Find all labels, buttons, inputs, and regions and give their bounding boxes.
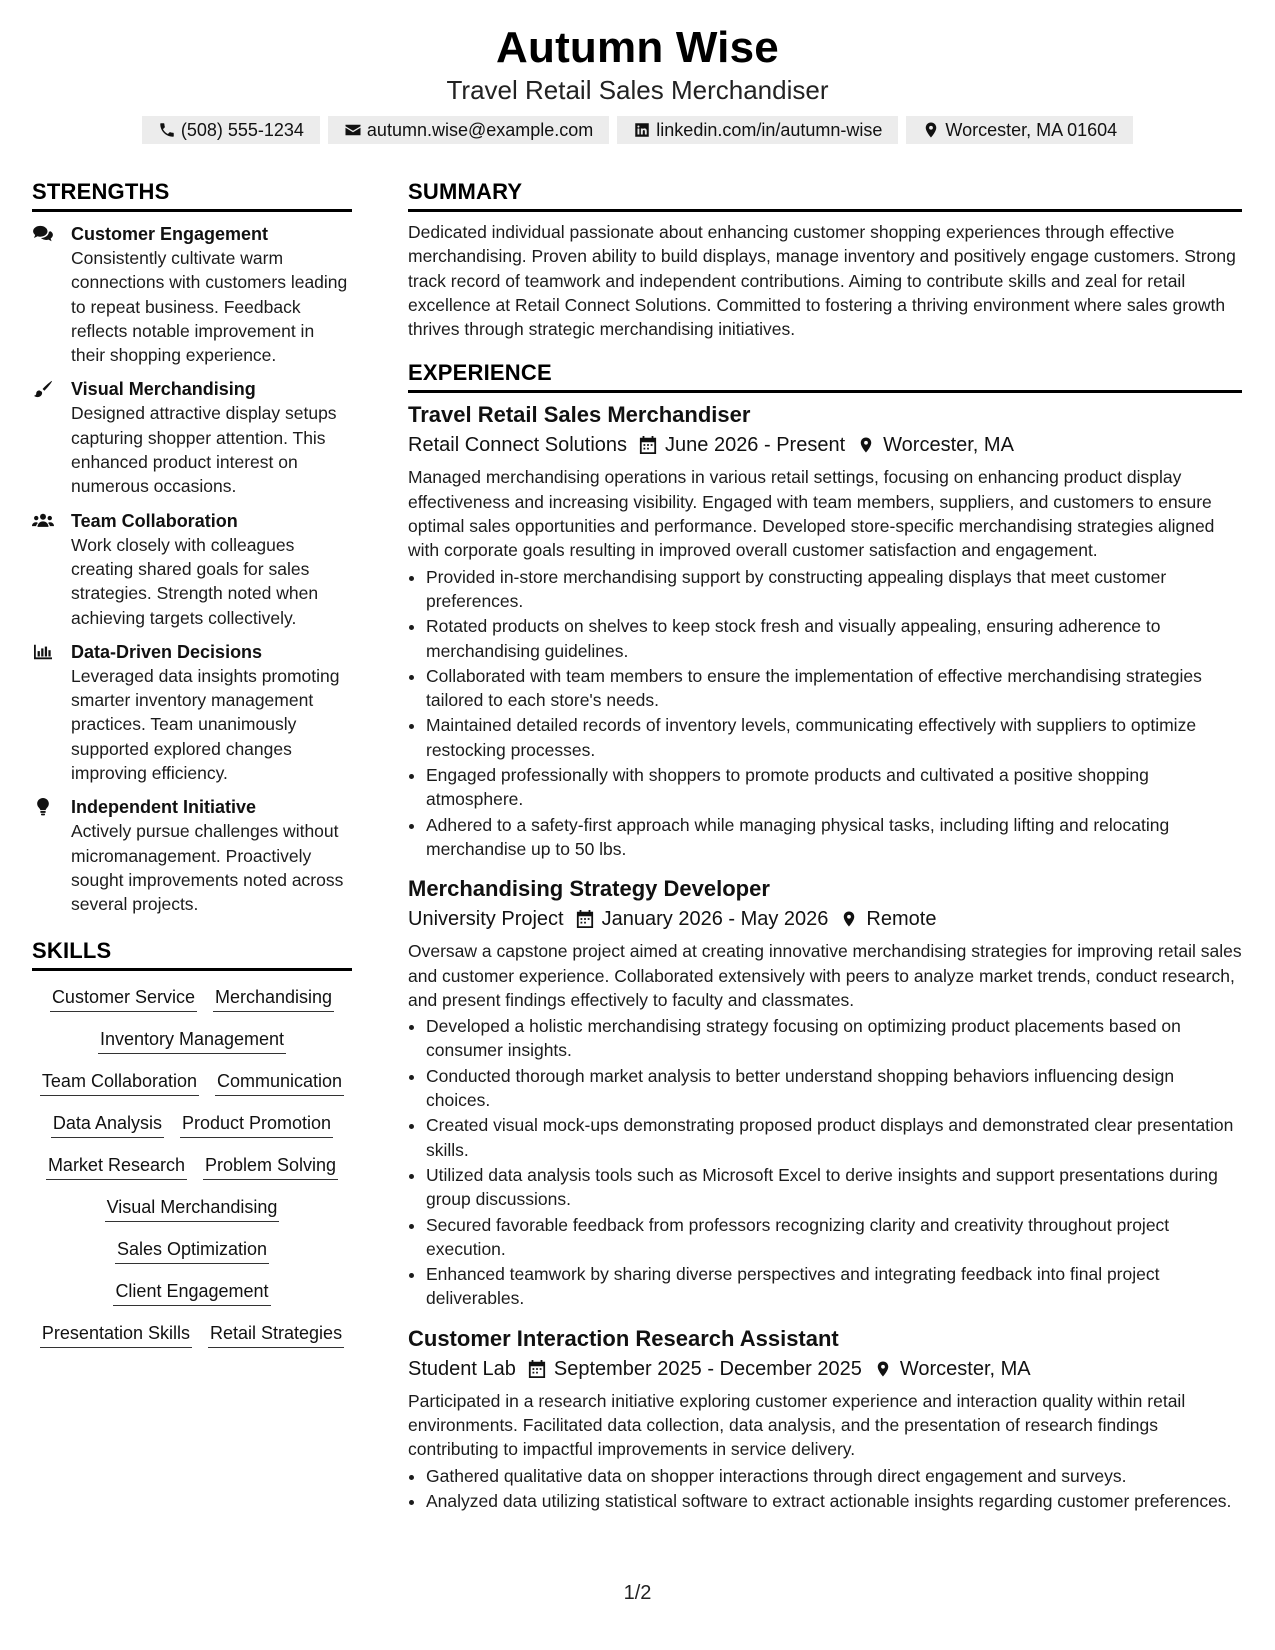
skills-list xyxy=(32,985,352,1348)
chat-bubbles-icon xyxy=(32,225,54,243)
job-bullet: • Provided in-store merchandising support by constructing appealing displays that meet customer preferences. xyxy=(426,565,1242,614)
job-company: University Project xyxy=(408,908,564,931)
strength-description: Leveraged data insights promoting smarter inventory management practices. Team unanimously supported explored changes improving efficiency. xyxy=(71,665,340,784)
experience-heading: EXPERIENCE xyxy=(408,359,1242,393)
job-bullet: • Enhanced teamwork by sharing diverse perspectives and integrating feedback into final project deliverables. xyxy=(426,1262,1242,1311)
job-title: Customer Interaction Research Assistant xyxy=(408,1325,839,1351)
job-company: Retail Connect Solutions xyxy=(408,434,628,457)
job-bullet: • Analyzed data utilizing statistical software to extract actionable insights regarding customer preferences. xyxy=(426,1489,1242,1513)
job-dates: September 2025 - December 2025 xyxy=(553,1357,862,1380)
job-title: Merchandising Strategy Developer xyxy=(408,876,770,902)
map-pin-icon xyxy=(840,909,858,929)
contact-bar xyxy=(0,116,1275,144)
job-bullets xyxy=(408,1464,1242,1514)
job-bullet: • Secured favorable feedback from professors recognizing clarity and creativity throughout project execution. xyxy=(426,1213,1242,1262)
strength-title: Visual Merchandising xyxy=(71,379,256,400)
job-company: Student Lab xyxy=(408,1357,516,1380)
job-description: Participated in a research initiative exploring customer experience and interaction quality within retail environments. Facilitated data collection, data analysis, and the presentation of research findings contributing to impactful improvements in service delivery. xyxy=(408,1390,1186,1460)
strength-description: Work closely with colleagues creating shared goals for sales strategies. Strength noted when achieving targets collectively. xyxy=(71,534,319,628)
job-bullet: • Conducted thorough market analysis to better understand shopping behaviors influencing design choices. xyxy=(426,1064,1242,1113)
job-entry xyxy=(408,1325,1242,1513)
skill-tag: Merchandising xyxy=(213,985,334,1012)
strength-item xyxy=(32,377,352,498)
strength-description: Designed attractive display setups capturing shopper attention. This enhanced product interest on numerous occasions. xyxy=(71,403,337,497)
summary-text: Dedicated individual passionate about enhancing customer shopping experiences through effective merchandising. Proven ability to build displays, manage inventory and positively engage customers. Strong track record of teamwork and independent contributions. Aiming to contribute skills and zeal for retail excellence at Retail Connect Solutions. Committed to fostering a thriving environment where sales growth thrives through strategic merchandising initiatives. xyxy=(408,222,1236,340)
skill-tag: Market Research xyxy=(46,1153,187,1180)
skill-tag: Data Analysis xyxy=(51,1111,164,1138)
job-description: Managed merchandising operations in various retail settings, focusing on enhancing product display effectiveness and increasing visibility. Engaged with team members, suppliers, and customers to ensure optimal sales opportunities and performance. Developed store-specific merchandising strategies aligned with corporate goals resulting in improved overall customer satisfaction and engagement. xyxy=(408,467,1215,561)
contact-location-text: Worcester, MA 01604 xyxy=(945,119,1118,140)
contact-email xyxy=(328,116,609,144)
contact-linkedin-text: linkedin.com/in/autumn-wise xyxy=(656,119,883,140)
candidate-name: Autumn Wise xyxy=(496,23,779,72)
job-bullet: • Collaborated with team members to ensure the implementation of effective merchandising strategies tailored to each store's needs. xyxy=(426,664,1242,713)
job-entry xyxy=(408,875,1242,1310)
contact-linkedin xyxy=(617,116,898,144)
strengths-list xyxy=(32,222,352,917)
users-icon xyxy=(32,512,54,530)
right-column xyxy=(408,178,1242,1514)
strength-title: Customer Engagement xyxy=(71,224,269,244)
skill-tag: Team Collaboration xyxy=(40,1069,199,1096)
calendar-icon xyxy=(528,1359,546,1379)
lightbulb-icon xyxy=(32,798,54,816)
strength-description: Consistently cultivate warm connections with customers leading to repeat business. Feedback reflects notable improvement in their shopping experience. xyxy=(71,248,348,366)
bar-chart-icon xyxy=(32,643,54,661)
job-meta xyxy=(408,1355,1242,1383)
map-pin-icon xyxy=(857,435,875,455)
contact-email-text: autumn.wise@example.com xyxy=(366,119,594,140)
strength-title: Data-Driven Decisions xyxy=(71,641,263,662)
job-dates: June 2026 - Present xyxy=(665,434,846,457)
job-meta xyxy=(408,905,1242,933)
strengths-heading: STRENGTHS xyxy=(32,178,352,212)
skill-tag: Communication xyxy=(215,1069,344,1096)
calendar-icon xyxy=(639,435,657,455)
job-meta xyxy=(408,431,1242,459)
linkedin-icon xyxy=(633,121,651,139)
skill-tag: Visual Merchandising xyxy=(105,1195,280,1222)
summary-heading: SUMMARY xyxy=(408,178,1242,212)
left-column xyxy=(32,178,352,1348)
skill-tag: Product Promotion xyxy=(180,1111,333,1138)
skill-tag: Sales Optimization xyxy=(115,1237,269,1264)
strength-item xyxy=(32,640,352,785)
strength-title: Team Collaboration xyxy=(71,510,238,531)
job-bullet: • Created visual mock-ups demonstrating proposed product displays and demonstrated clear presentation skills. xyxy=(426,1113,1242,1162)
strength-title: Independent Initiative xyxy=(71,797,257,818)
job-bullet: • Engaged professionally with shoppers to promote products and cultivated a positive shopping atmosphere. xyxy=(426,763,1242,812)
job-bullet: • Utilized data analysis tools such as Microsoft Excel to derive insights and support presentations during group discussions. xyxy=(426,1163,1242,1212)
contact-phone-text: (508) 555-1234 xyxy=(180,119,304,140)
job-bullets xyxy=(408,565,1242,862)
job-bullet: • Rotated products on shelves to keep stock fresh and visually appealing, ensuring adherence to merchandising guidelines. xyxy=(426,614,1242,663)
map-pin-icon xyxy=(922,121,940,139)
contact-phone xyxy=(142,116,320,144)
contact-location xyxy=(906,116,1133,144)
job-location: Worcester, MA xyxy=(899,1357,1031,1380)
skill-tag: Customer Service xyxy=(50,985,197,1012)
candidate-headline: Travel Retail Sales Merchandiser xyxy=(446,75,829,105)
job-description: Oversaw a capstone project aimed at creating innovative merchandising strategies for improving retail sales and customer experience. Collaborated extensively with peers to analyze market trends, conduct research, and present findings effectively to faculty and classmates. xyxy=(408,941,1242,1010)
page-number: 1/2 xyxy=(623,1582,652,1604)
skill-tag: Client Engagement xyxy=(113,1279,270,1306)
job-bullet: • Adhered to a safety-first approach while managing physical tasks, including lifting and relocating merchandise up to 50 lbs. xyxy=(426,813,1242,862)
skill-tag: Retail Strategies xyxy=(208,1321,344,1348)
skill-tag: Presentation Skills xyxy=(40,1321,192,1348)
strength-item xyxy=(32,795,352,916)
skill-tag: Problem Solving xyxy=(203,1153,338,1180)
job-bullet: • Maintained detailed records of inventory levels, communicating effectively with suppliers to optimize restocking processes. xyxy=(426,713,1242,762)
job-bullet: • Developed a holistic merchandising strategy focusing on optimizing product placements based on consumer insights. xyxy=(426,1014,1242,1063)
job-title: Travel Retail Sales Merchandiser xyxy=(408,402,751,428)
envelope-icon xyxy=(344,121,362,139)
job-dates: January 2026 - May 2026 xyxy=(601,908,829,931)
skills-heading: SKILLS xyxy=(32,937,352,971)
job-location: Remote xyxy=(866,908,937,931)
paint-brush-icon xyxy=(32,380,54,398)
strength-item xyxy=(32,222,352,367)
skill-tag: Inventory Management xyxy=(98,1027,286,1054)
resume-header xyxy=(0,22,1275,144)
calendar-icon xyxy=(576,909,594,929)
phone-icon xyxy=(158,121,176,139)
strength-item xyxy=(32,509,352,630)
job-entry xyxy=(408,401,1242,861)
map-pin-icon xyxy=(874,1359,892,1379)
strength-description: Actively pursue challenges without micromanagement. Proactively sought improvements noted across several projects. xyxy=(71,821,344,915)
job-bullets xyxy=(408,1014,1242,1311)
job-bullet: • Gathered qualitative data on shopper interactions through direct engagement and surveys. xyxy=(426,1464,1242,1488)
job-location: Worcester, MA xyxy=(883,434,1014,457)
